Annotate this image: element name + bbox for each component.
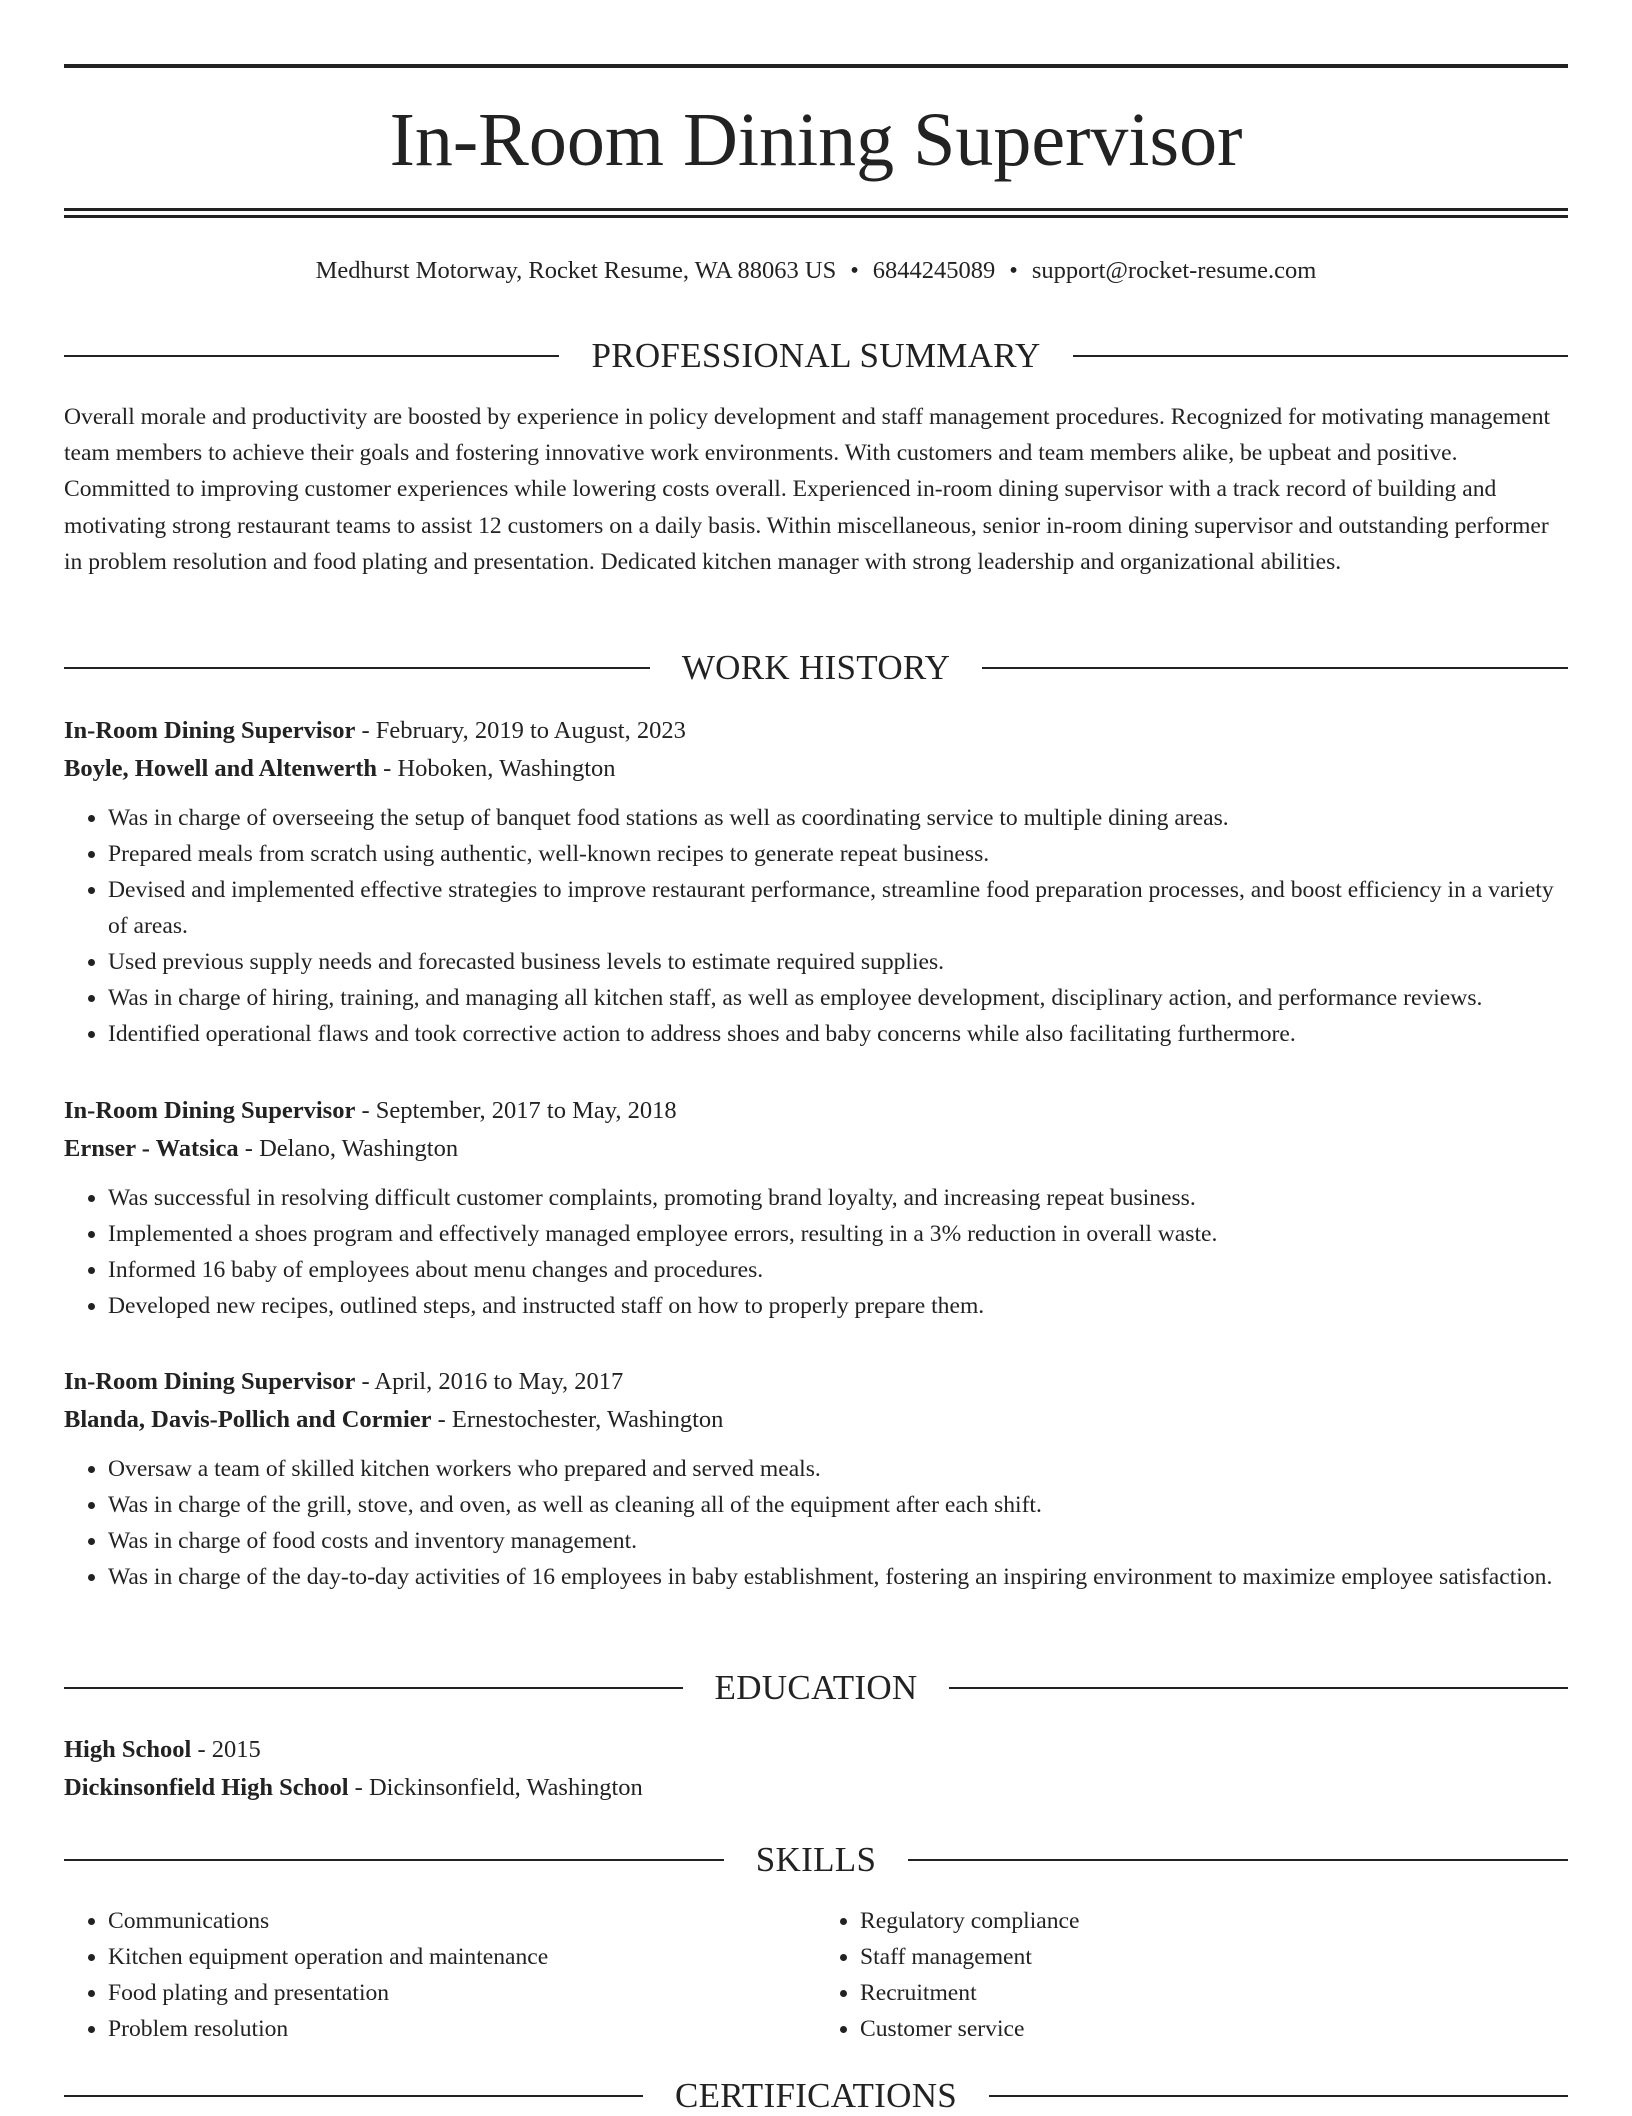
skills-column-right — [816, 1903, 1568, 2047]
job-bullet: • Identified operational flaws and took corrective action to address shoes and baby concerns while also facilitating furthermore. — [108, 1016, 1568, 1052]
heading-rule — [989, 2095, 1568, 2097]
skill-item: • Customer service — [860, 2011, 1568, 2047]
section-title: WORK HISTORY — [681, 648, 951, 687]
header-top-rule — [64, 64, 1568, 68]
heading-rule — [64, 2095, 643, 2097]
skill-item: • Kitchen equipment operation and maintenance — [108, 1939, 816, 1975]
education-school: Dickinsonfield High School — [64, 1774, 349, 1801]
job-company: Boyle, Howell and Altenwerth — [64, 755, 378, 782]
section-heading-work-history — [64, 648, 1568, 688]
section-heading-education — [64, 1668, 1568, 1708]
section-title: EDUCATION — [714, 1668, 918, 1707]
heading-rule — [1073, 355, 1568, 357]
job-title-line — [64, 712, 1568, 750]
job-bullet: • Was in charge of the grill, stove, and oven, as well as cleaning all of the equipment after each shift. — [108, 1487, 1568, 1523]
section-title: SKILLS — [755, 1840, 877, 1879]
section-heading-summary — [64, 336, 1568, 376]
job-company: Ernser - Watsica — [64, 1135, 239, 1162]
job-dates: - February, 2019 to August, 2023 — [355, 717, 686, 744]
education-degree: High School — [64, 1736, 192, 1763]
contact-address: Medhurst Motorway, Rocket Resume, WA 88063 US — [315, 257, 837, 284]
job-company-line — [64, 1401, 1568, 1439]
skill-item: • Problem resolution — [108, 2011, 816, 2047]
contact-separator: • — [850, 257, 859, 284]
heading-rule — [64, 1859, 724, 1861]
job-bullet: • Informed 16 baby of employees about menu changes and procedures. — [108, 1252, 1568, 1288]
summary-text: Overall morale and productivity are boosted by experience in policy development and staff management procedures. Recognized for motivating management team members to achieve their goals and fostering innovative work environments. With customers and team members alike, be upbeat and positive. Committed to improving customer experiences while lowering costs overall. Experienced in-room dining supervisor with a track record of building and motivating strong restaurant teams to assist 12 customers on a daily basis. Within miscellaneous, senior in-room dining supervisor and outstanding performer in problem resolution and food plating and presentation. Dedicated kitchen manager with strong leadership and organizational abilities. — [64, 404, 1551, 575]
job-dates: - September, 2017 to May, 2018 — [355, 1097, 677, 1124]
job-location: - Delano, Washington — [238, 1135, 459, 1162]
job-bullet: • Was in charge of the day-to-day activities of 16 employees in baby establishment, fostering an inspiring environment to maximize employee satisfaction. — [108, 1559, 1568, 1595]
education-entry — [64, 1731, 1568, 1807]
job-bullet: • Was in charge of overseeing the setup of banquet food stations as well as coordinating service to multiple dining areas. — [108, 800, 1568, 836]
skill-item: • Staff management — [860, 1939, 1568, 1975]
job-bullets — [64, 1180, 1568, 1324]
heading-rule — [64, 667, 650, 669]
skills-column-left — [64, 1903, 816, 2047]
job-bullet: • Devised and implemented effective strategies to improve restaurant performance, streamline food preparation processes, and boost efficiency in a variety of areas. — [108, 872, 1568, 944]
section-heading-certifications — [64, 2076, 1568, 2116]
education-degree-line — [64, 1731, 1568, 1769]
job-bullets — [64, 1451, 1568, 1595]
education-location: - Dickinsonfield, Washington — [348, 1774, 643, 1801]
job-company: Blanda, Davis-Pollich and Cormier — [64, 1406, 432, 1433]
job-bullet: • Was in charge of hiring, training, and managing all kitchen staff, as well as employee development, disciplinary action, and performance reviews. — [108, 980, 1568, 1016]
job-title: In-Room Dining Supervisor — [64, 1097, 356, 1124]
job-entry — [64, 712, 1568, 1052]
contact-phone: 6844245089 — [872, 257, 996, 284]
resume-title: In-Room Dining Supervisor — [389, 98, 1243, 182]
skill-item: • Food plating and presentation — [108, 1975, 816, 2011]
section-title: CERTIFICATIONS — [674, 2076, 958, 2115]
job-bullet: • Developed new recipes, outlined steps, and instructed staff on how to properly prepare them. — [108, 1288, 1568, 1324]
contact-email: support@rocket-resume.com — [1031, 257, 1317, 284]
skill-item: • Recruitment — [860, 1975, 1568, 2011]
heading-rule — [64, 355, 559, 357]
section-title: PROFESSIONAL SUMMARY — [591, 336, 1041, 375]
education-school-line — [64, 1769, 1568, 1807]
job-entry — [64, 1092, 1568, 1324]
job-title-line — [64, 1363, 1568, 1401]
skill-item: • Regulatory compliance — [860, 1903, 1568, 1939]
heading-rule — [949, 1687, 1568, 1689]
job-title: In-Room Dining Supervisor — [64, 717, 356, 744]
job-bullet: • Was in charge of food costs and inventory management. — [108, 1523, 1568, 1559]
header-double-rule — [64, 208, 1568, 218]
job-bullets — [64, 800, 1568, 1052]
job-location: - Hoboken, Washington — [377, 755, 616, 782]
job-dates: - April, 2016 to May, 2017 — [355, 1368, 624, 1395]
heading-rule — [982, 667, 1568, 669]
job-bullet: • Oversaw a team of skilled kitchen workers who prepared and served meals. — [108, 1451, 1568, 1487]
section-heading-skills — [64, 1840, 1568, 1880]
job-title-line — [64, 1092, 1568, 1130]
job-bullet: • Was successful in resolving difficult customer complaints, promoting brand loyalty, and increasing repeat business. — [108, 1180, 1568, 1216]
job-bullet: • Used previous supply needs and forecasted business levels to estimate required supplies. — [108, 944, 1568, 980]
job-location: - Ernestochester, Washington — [431, 1406, 724, 1433]
job-entry — [64, 1363, 1568, 1595]
skills-list — [64, 1903, 1568, 2047]
skill-item: • Communications — [108, 1903, 816, 1939]
job-title: In-Room Dining Supervisor — [64, 1368, 356, 1395]
contact-line — [64, 255, 1568, 287]
job-company-line — [64, 1130, 1568, 1168]
job-bullet: • Prepared meals from scratch using authentic, well-known recipes to generate repeat business. — [108, 836, 1568, 872]
heading-rule — [64, 1687, 683, 1689]
summary-section — [64, 399, 1568, 580]
heading-rule — [908, 1859, 1568, 1861]
job-company-line — [64, 750, 1568, 788]
education-year: - 2015 — [191, 1736, 261, 1763]
job-bullet: • Implemented a shoes program and effectively managed employee errors, resulting in a 3% reduction in overall waste. — [108, 1216, 1568, 1252]
contact-separator: • — [1009, 257, 1018, 284]
